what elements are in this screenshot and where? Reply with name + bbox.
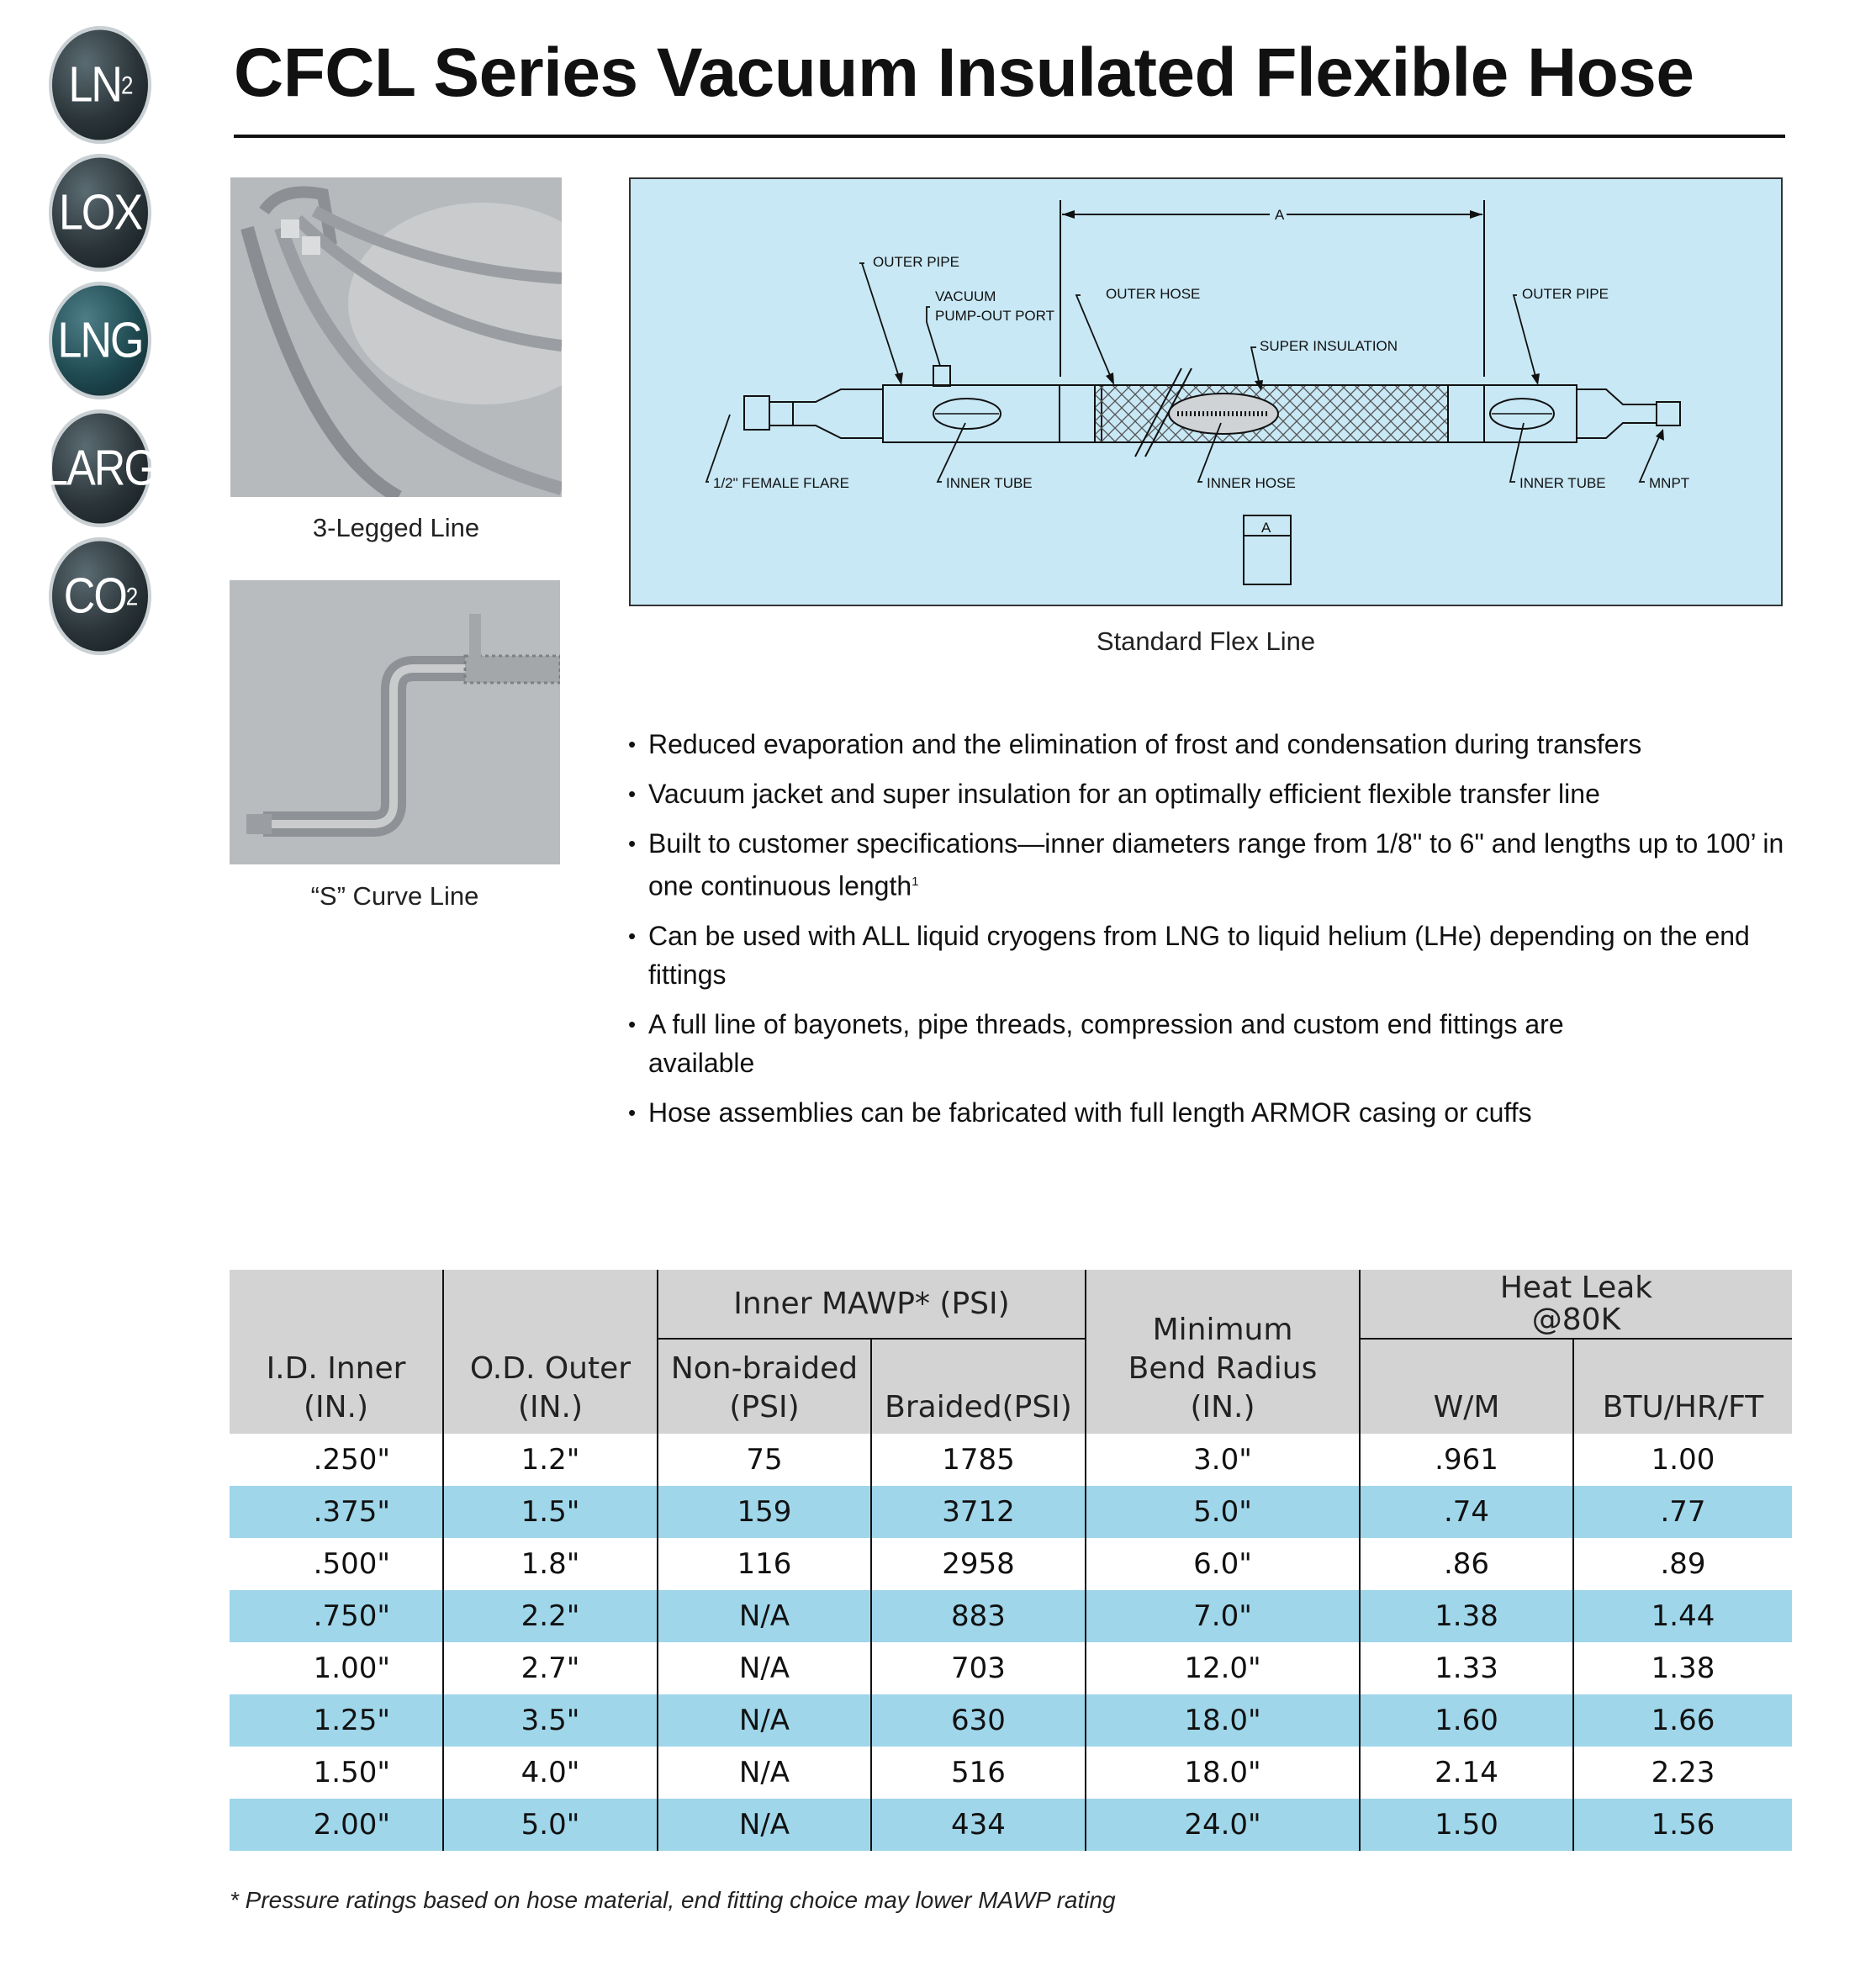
table-cell: .961 <box>1360 1434 1573 1486</box>
header-braided: Braided(PSI) <box>871 1339 1086 1434</box>
table-cell: 1.50 <box>1360 1799 1573 1851</box>
table-cell: .89 <box>1660 1547 1706 1581</box>
s-curve-line-photo <box>230 580 560 864</box>
header-btu: BTU/HR/FT <box>1573 1339 1792 1434</box>
header-mawp-group: Inner MAWP* (PSI) <box>658 1270 1086 1339</box>
pump-out-port-label: PUMP-OUT PORT <box>935 308 1054 324</box>
feature-item: • Can be used with ALL liquid cryogens from LNG to liquid helium (LHe) depending on the end fittings <box>626 917 1795 994</box>
female-flare-label: 1/2" FEMALE FLARE <box>713 475 849 491</box>
table-cell: 1.00 <box>1651 1443 1715 1477</box>
table-cell: 703 <box>871 1642 1086 1694</box>
header-wm: W/M <box>1360 1339 1573 1434</box>
table-cell: 3712 <box>871 1486 1086 1538</box>
table-cell: 18.0" <box>1086 1747 1360 1799</box>
table-cell: 1.60 <box>1360 1694 1573 1747</box>
three-legged-line-photo <box>230 177 562 497</box>
table-cell: 516 <box>871 1747 1086 1799</box>
badge-ln2: LN 2 <box>49 26 151 144</box>
table-cell: 1.25" <box>230 1694 443 1747</box>
badge-larg: LARG <box>49 410 151 527</box>
footnote-marker: 1 <box>912 875 919 889</box>
table-cell: 1.56 <box>1573 1799 1792 1851</box>
table-cell: 1.66 <box>1573 1694 1792 1747</box>
table-cell: N/A <box>658 1694 871 1747</box>
header-od-outer: O.D. Outer (IN.) <box>443 1270 658 1434</box>
table-row <box>230 1694 1792 1747</box>
table-cell: N/A <box>658 1590 871 1642</box>
table-cell: 7.0" <box>1086 1590 1360 1642</box>
diagram-caption: Standard Flex Line <box>1096 626 1316 656</box>
table-cell: 2.2" <box>443 1590 658 1642</box>
table-cell: 6.0" <box>1086 1538 1360 1590</box>
header-non-braided: Non-braided (PSI) <box>658 1339 871 1434</box>
table-cell: 1.38 <box>1360 1590 1573 1642</box>
gas-badges <box>44 34 156 673</box>
table-cell: 434 <box>871 1799 1086 1851</box>
outer-pipe-right-label: OUTER PIPE <box>1522 286 1609 302</box>
title-rule <box>234 135 1785 138</box>
badge-co2: CO 2 <box>49 537 151 655</box>
table-cell: 24.0" <box>1086 1799 1360 1851</box>
feature-item: • Reduced evaporation and the elimination of frost and condensation during transfers <box>626 725 1795 764</box>
table-cell: .375" <box>230 1486 443 1538</box>
table-row <box>230 1590 1792 1642</box>
feature-item: • Vacuum jacket and super insulation for an optimally efficient flexible transfer line <box>626 774 1795 813</box>
table-cell: 1.33 <box>1360 1642 1573 1694</box>
table-cell: 1.5" <box>443 1486 658 1538</box>
table-cell: 3.5" <box>443 1694 658 1747</box>
table-cell: 18.0" <box>1086 1694 1360 1747</box>
table-cell: 159 <box>658 1486 871 1538</box>
table-cell: 116 <box>658 1538 871 1590</box>
badge-lox: LOX <box>49 154 151 272</box>
table-cell: 75 <box>658 1434 871 1486</box>
spec-table-body <box>230 1434 1792 1851</box>
photo2-caption: “S” Curve Line <box>310 881 479 911</box>
table-cell: .750" <box>230 1590 443 1642</box>
table-cell: .77 <box>1573 1486 1792 1538</box>
spec-table <box>230 1270 1792 1851</box>
table-cell: 1.44 <box>1573 1590 1792 1642</box>
table-row <box>230 1486 1792 1538</box>
table-cell: .250" <box>230 1434 443 1486</box>
table-cell: N/A <box>658 1799 871 1851</box>
table-cell: 1.50" <box>230 1747 443 1799</box>
dimension-a-label: A <box>1275 207 1285 223</box>
table-cell: .500" <box>230 1538 443 1590</box>
footnote: * Pressure ratings based on hose material, end fitting choice may lower MAWP rating <box>230 1887 1116 1913</box>
table-cell: 5.0" <box>443 1799 658 1851</box>
header-bend-radius: Minimum Bend Radius (IN.) <box>1086 1270 1360 1434</box>
table-cell: .74 <box>1360 1486 1573 1538</box>
table-cell: 2958 <box>871 1538 1086 1590</box>
inner-tube-right-label: INNER TUBE <box>1519 475 1606 491</box>
page-title: CFCL Series Vacuum Insulated Flexible Hose <box>234 34 1694 111</box>
header-heat-leak: Heat Leak @80K <box>1360 1270 1792 1339</box>
table-cell: 3.0" <box>1086 1434 1360 1486</box>
table-cell: 1.2" <box>443 1434 658 1486</box>
table-cell: .86 <box>1360 1538 1573 1590</box>
section-a-label: A <box>1261 520 1271 536</box>
table-cell: 2.23 <box>1651 1756 1715 1789</box>
table-cell: 5.0" <box>1086 1486 1360 1538</box>
table-row <box>230 1538 1792 1590</box>
table-cell: 1.00" <box>230 1642 443 1694</box>
table-cell: 4.0" <box>443 1747 658 1799</box>
table-row <box>230 1642 1792 1694</box>
table-cell: 12.0" <box>1086 1642 1360 1694</box>
table-row <box>230 1799 1792 1851</box>
outer-pipe-left-label: OUTER PIPE <box>873 254 959 270</box>
photo1-caption: 3-Legged Line <box>312 513 480 542</box>
feature-list <box>626 725 1795 1143</box>
table-cell: 2.7" <box>443 1642 658 1694</box>
table-cell: 2.14 <box>1360 1747 1573 1799</box>
table-cell: 1.38 <box>1651 1652 1715 1685</box>
super-insulation-label: SUPER INSULATION <box>1260 338 1398 354</box>
table-cell: 1785 <box>871 1434 1086 1486</box>
badge-lng: LNG <box>49 282 151 399</box>
vacuum-label: VACUUM <box>935 288 996 304</box>
feature-item: • Built to customer specifications—inner diameters range from 1/8" to 6" and lengths up to 100’ in one continuous length$^1$ <box>626 824 1795 906</box>
header-id-inner: I.D. Inner (IN.) <box>230 1270 443 1434</box>
feature-item: • A full line of bayonets, pipe threads, compression and custom end fittings are available <box>626 1005 1795 1082</box>
outer-hose-label: OUTER HOSE <box>1106 286 1201 302</box>
table-cell: 1.8" <box>443 1538 658 1590</box>
mnpt-label: MNPT <box>1649 475 1690 491</box>
table-row <box>230 1747 1792 1799</box>
table-cell: 630 <box>871 1694 1086 1747</box>
inner-tube-left-label: INNER TUBE <box>946 475 1033 491</box>
feature-item: • Hose assemblies can be fabricated with full length ARMOR casing or cuffs <box>626 1093 1795 1132</box>
table-cell: N/A <box>658 1642 871 1694</box>
inner-hose-label: INNER HOSE <box>1207 475 1296 491</box>
standard-flex-line-diagram <box>629 177 1783 606</box>
table-row <box>230 1434 1792 1486</box>
table-cell: N/A <box>658 1747 871 1799</box>
table-cell: 2.00" <box>230 1799 443 1851</box>
table-cell: 883 <box>871 1590 1086 1642</box>
